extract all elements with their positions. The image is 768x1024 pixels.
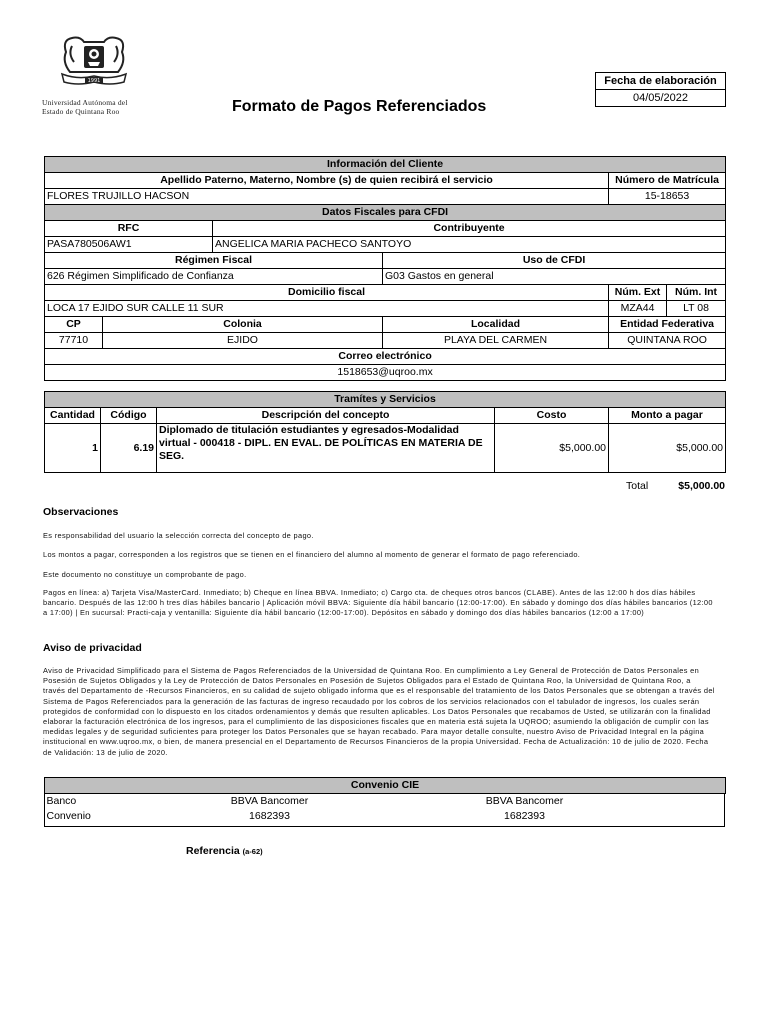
observacion-3: Este documento no constituye un comprobante de pago.	[43, 570, 247, 579]
col-header-costo: Costo	[495, 408, 609, 424]
item-costo: $5,000.00	[495, 424, 609, 473]
matricula-label: Número de Matrícula	[609, 173, 726, 189]
matricula-value: 15-18653	[609, 189, 726, 205]
localidad-label: Localidad	[383, 317, 609, 333]
cp-value: 77710	[45, 333, 103, 349]
banco-value-1: BBVA Bancomer	[230, 795, 309, 807]
correo-label: Correo electrónico	[45, 349, 726, 365]
total-value: $5,000.00	[678, 480, 725, 492]
regimen-value: 626 Régimen Simplificado de Confianza	[45, 269, 383, 285]
domicilio-label: Domicilio fiscal	[45, 285, 609, 301]
regimen-label: Régimen Fiscal	[45, 253, 383, 269]
col-header-monto: Monto a pagar	[609, 408, 726, 424]
item-cantidad: 1	[45, 424, 101, 473]
university-name-line1: Universidad Autónoma del	[42, 98, 128, 107]
privacidad-text: Aviso de Privacidad Simplificado para el Sistema de Pagos Referenciados de la Universidad de Quintana Roo. En cumplimiento a Ley General de Protección de Datos Personales en Posesión de Sujetos Obligados y la Ley de Protección de Datos Personales en Posesión de Sujetos Obligados para el Estado de Quintana Roo, la Universidad de Quintana Roo, a través del Departamento de -Recursos Financieros, en su calidad de sujeto obligado informa que es el responsable del tratamiento de los Datos Personales que se obtengan a través del Sistema de Pagos Referenciados para la generación de las facturas de ingreso recaudado por los cobros de los servicios relacionados con el tabulador de ingresos, los cuales serán protegidos de conformidad con lo dispuesto en los citados ordenamientos y demás que resulten aplicables. Los Datos Personales que recabamos de Usted, se utilizarán con la finalidad elaborar la facturación electrónica de los ingresos, para el cumplimiento de las disposiciones fiscales que en materia está sujeta la UQROO; asumiendo la obligación de cumplir con las medidas legales y de seguridad suficientes para proteger los Datos Personales que se hayan recabado. Para mayor detalle consulte, nuestro Aviso de Privacidad Integral en la página institucional en www.uqroo.mx, o bien, de manera presencial en el Departamento de Recursos Financieros de la propia Universidad. Fecha de Actualización: 10 de julio de 2020. Fecha de Validación: 13 de julio de 2020.	[43, 666, 715, 757]
university-seal-icon	[58, 32, 130, 90]
referencia-note: (a-62)	[242, 847, 263, 856]
tramites-table	[44, 391, 726, 473]
item-descripcion: Diplomado de titulación estudiantes y egresados-Modalidad virtual - 000418 - DIPL. EN EVAL. DE POLÍTICAS EN MATERIA DE SEG.	[157, 424, 495, 473]
col-header-codigo: Código	[101, 408, 157, 424]
num-int-label: Núm. Int	[667, 285, 726, 301]
nombre-label: Apellido Paterno, Materno, Nombre (s) de quien recibirá el servicio	[45, 173, 609, 189]
fecha-value: 04/05/2022	[632, 92, 689, 104]
contribuyente-value: ANGELICA MARIA PACHECO SANTOYO	[213, 237, 726, 253]
convenio-value-1: 1682393	[249, 810, 290, 822]
col-header-descripcion: Descripción del concepto	[157, 408, 495, 424]
col-header-cantidad: Cantidad	[45, 408, 101, 424]
university-logo	[38, 32, 150, 120]
domicilio-value: LOCA 17 EJIDO SUR CALLE 11 SUR	[45, 301, 609, 317]
localidad-value: PLAYA DEL CARMEN	[383, 333, 609, 349]
total-label: Total	[626, 480, 649, 492]
cliente-section-header: Información del Cliente	[45, 157, 726, 173]
item-monto: $5,000.00	[609, 424, 726, 473]
num-ext-label: Núm. Ext	[609, 285, 667, 301]
total-row	[44, 480, 725, 494]
colonia-label: Colonia	[103, 317, 383, 333]
logo-year: 1991	[87, 78, 101, 84]
fiscales-section-header: Datos Fiscales para CFDI	[45, 205, 726, 221]
privacidad-title: Aviso de privacidad	[43, 642, 142, 654]
page-title: Formato de Pagos Referenciados	[232, 98, 487, 115]
referencia	[186, 845, 263, 857]
uso-cfdi-value: G03 Gastos en general	[383, 269, 726, 285]
cp-label: CP	[45, 317, 103, 333]
fecha-label: Fecha de elaboración	[596, 73, 725, 90]
rfc-value: PASA780506AW1	[45, 237, 213, 253]
num-int-value: LT 08	[667, 301, 726, 317]
university-name-line2: Estado de Quintana Roo	[42, 107, 120, 116]
referencia-label: Referencia	[186, 845, 240, 857]
convenio-section-header: Convenio CIE	[45, 778, 726, 794]
convenio-label: Convenio	[46, 810, 91, 822]
banco-value-2: BBVA Bancomer	[485, 795, 564, 807]
observacion-4: Pagos en línea: a) Tarjeta Visa/MasterCard. Inmediato; b) Cheque en línea BBVA. Inmediato; c) Cargo cta. de cheques otros bancos (CLABE). Antes de las 12:00 h dos días hábiles bancario. Después de las 12:00 h tres días hábiles bancario | Aplicación móvil BBVA: Siguiente día hábil bancario (12:00-17:00). En sábado y domingo dos días hábiles bancarios (12:00 a 17:00) | En sucursal: Practi-caja y ventanilla: Siguiente día hábil bancario (12:00-17:00). Depósitos en sábado y domingo dos días hábiles bancarios (12:00 a 17:00)	[43, 588, 713, 618]
nombre-value: FLORES TRUJILLO HACSON	[45, 189, 609, 205]
observacion-1: Es responsabilidad del usuario la selección correcta del concepto de pago.	[43, 531, 314, 540]
observacion-2: Los montos a pagar, corresponden a los registros que se tienen en el financiero del alumno al momento de generar el formato de pago referenciado.	[43, 550, 581, 559]
observaciones-title: Observaciones	[43, 506, 119, 518]
num-ext-value: MZA44	[609, 301, 667, 317]
rfc-label: RFC	[45, 221, 213, 237]
tramites-section-header: Tramítes y Servicios	[45, 392, 726, 408]
uso-cfdi-label: Uso de CFDI	[383, 253, 726, 269]
colonia-value: EJIDO	[103, 333, 383, 349]
item-codigo: 6.19	[101, 424, 157, 473]
convenio-value-2: 1682393	[504, 810, 545, 822]
fecha-elaboracion-box	[595, 72, 726, 107]
client-info-table	[44, 156, 726, 381]
entidad-label: Entidad Federativa	[609, 317, 726, 333]
correo-value: 1518653@uqroo.mx	[45, 365, 726, 381]
convenio-table	[44, 777, 726, 824]
entidad-value: QUINTANA ROO	[609, 333, 726, 349]
table-row	[45, 424, 726, 473]
contribuyente-label: Contribuyente	[213, 221, 726, 237]
banco-label: Banco	[46, 795, 77, 807]
